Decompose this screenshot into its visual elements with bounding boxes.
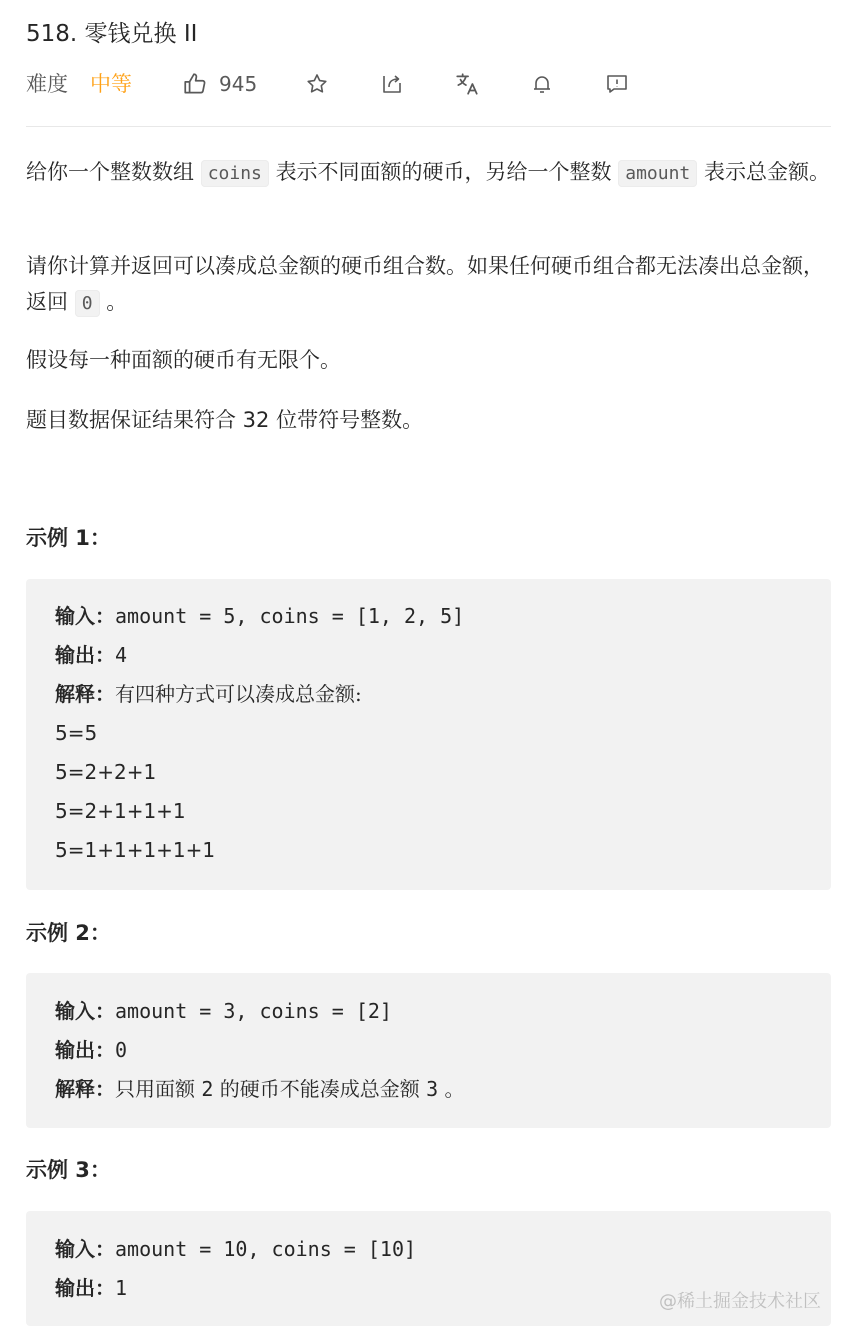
inline-code-zero: 0 — [75, 290, 100, 317]
example-extra-line: 5=5 — [55, 721, 98, 745]
inline-code-amount: amount — [618, 160, 697, 187]
thumbs-up-icon[interactable] — [181, 70, 209, 98]
header-divider — [26, 126, 831, 127]
example-extra-line: 5=2+2+1 — [55, 760, 157, 784]
problem-title: 518. 零钱兑换 II — [26, 21, 198, 47]
description-paragraph-1: 给你一个整数数组 coins 表示不同面额的硬币，另给一个整数 amount 表示总金额。 — [26, 154, 832, 192]
description-paragraph-2: 请你计算并返回可以凑成总金额的硬币组合数。如果任何硬币组合都无法凑出总金额，返回 0 。 — [26, 248, 832, 322]
example-output-line: 输出：4 — [55, 643, 128, 667]
example-input-line: 输入：amount = 10, coins = [10] — [55, 1237, 417, 1261]
example-input-line: 输入：amount = 3, coins = [2] — [55, 999, 392, 1023]
description-paragraph-4: 题目数据保证结果符合 32 位带符号整数。 — [26, 408, 424, 432]
example-output-line: 输出：0 — [55, 1038, 128, 1062]
description-paragraph-3: 假设每一种面额的硬币有无限个。 — [26, 348, 341, 372]
example-2-block — [26, 973, 831, 1128]
example-explanation-line: 解释：只用面额 2 的硬币不能凑成总金额 3 。 — [55, 1077, 465, 1101]
bell-icon[interactable] — [528, 70, 556, 98]
example-input-line: 输入：amount = 5, coins = [1, 2, 5] — [55, 604, 465, 628]
watermark: @稀土掘金技术社区 — [659, 1291, 821, 1312]
example-output-line: 输出：1 — [55, 1276, 128, 1300]
example-extra-line: 5=2+1+1+1 — [55, 799, 186, 823]
example-1-title: 示例 1： — [26, 526, 111, 550]
inline-code-coins: coins — [201, 160, 269, 187]
example-explanation-line: 解释：有四种方式可以凑成总金额: — [55, 682, 362, 706]
share-icon[interactable] — [378, 70, 406, 98]
star-icon[interactable] — [303, 70, 331, 98]
like-count: 945 — [219, 72, 258, 96]
translate-icon[interactable] — [453, 70, 481, 98]
example-2-title: 示例 2： — [26, 921, 111, 945]
problem-meta-bar — [26, 66, 831, 102]
example-1-block — [26, 579, 831, 890]
example-extra-line: 5=1+1+1+1+1 — [55, 838, 216, 862]
example-3-title: 示例 3： — [26, 1158, 111, 1182]
difficulty-label: 难度 — [26, 72, 68, 96]
feedback-icon[interactable] — [603, 70, 631, 98]
difficulty-badge: 中等 — [90, 72, 132, 96]
